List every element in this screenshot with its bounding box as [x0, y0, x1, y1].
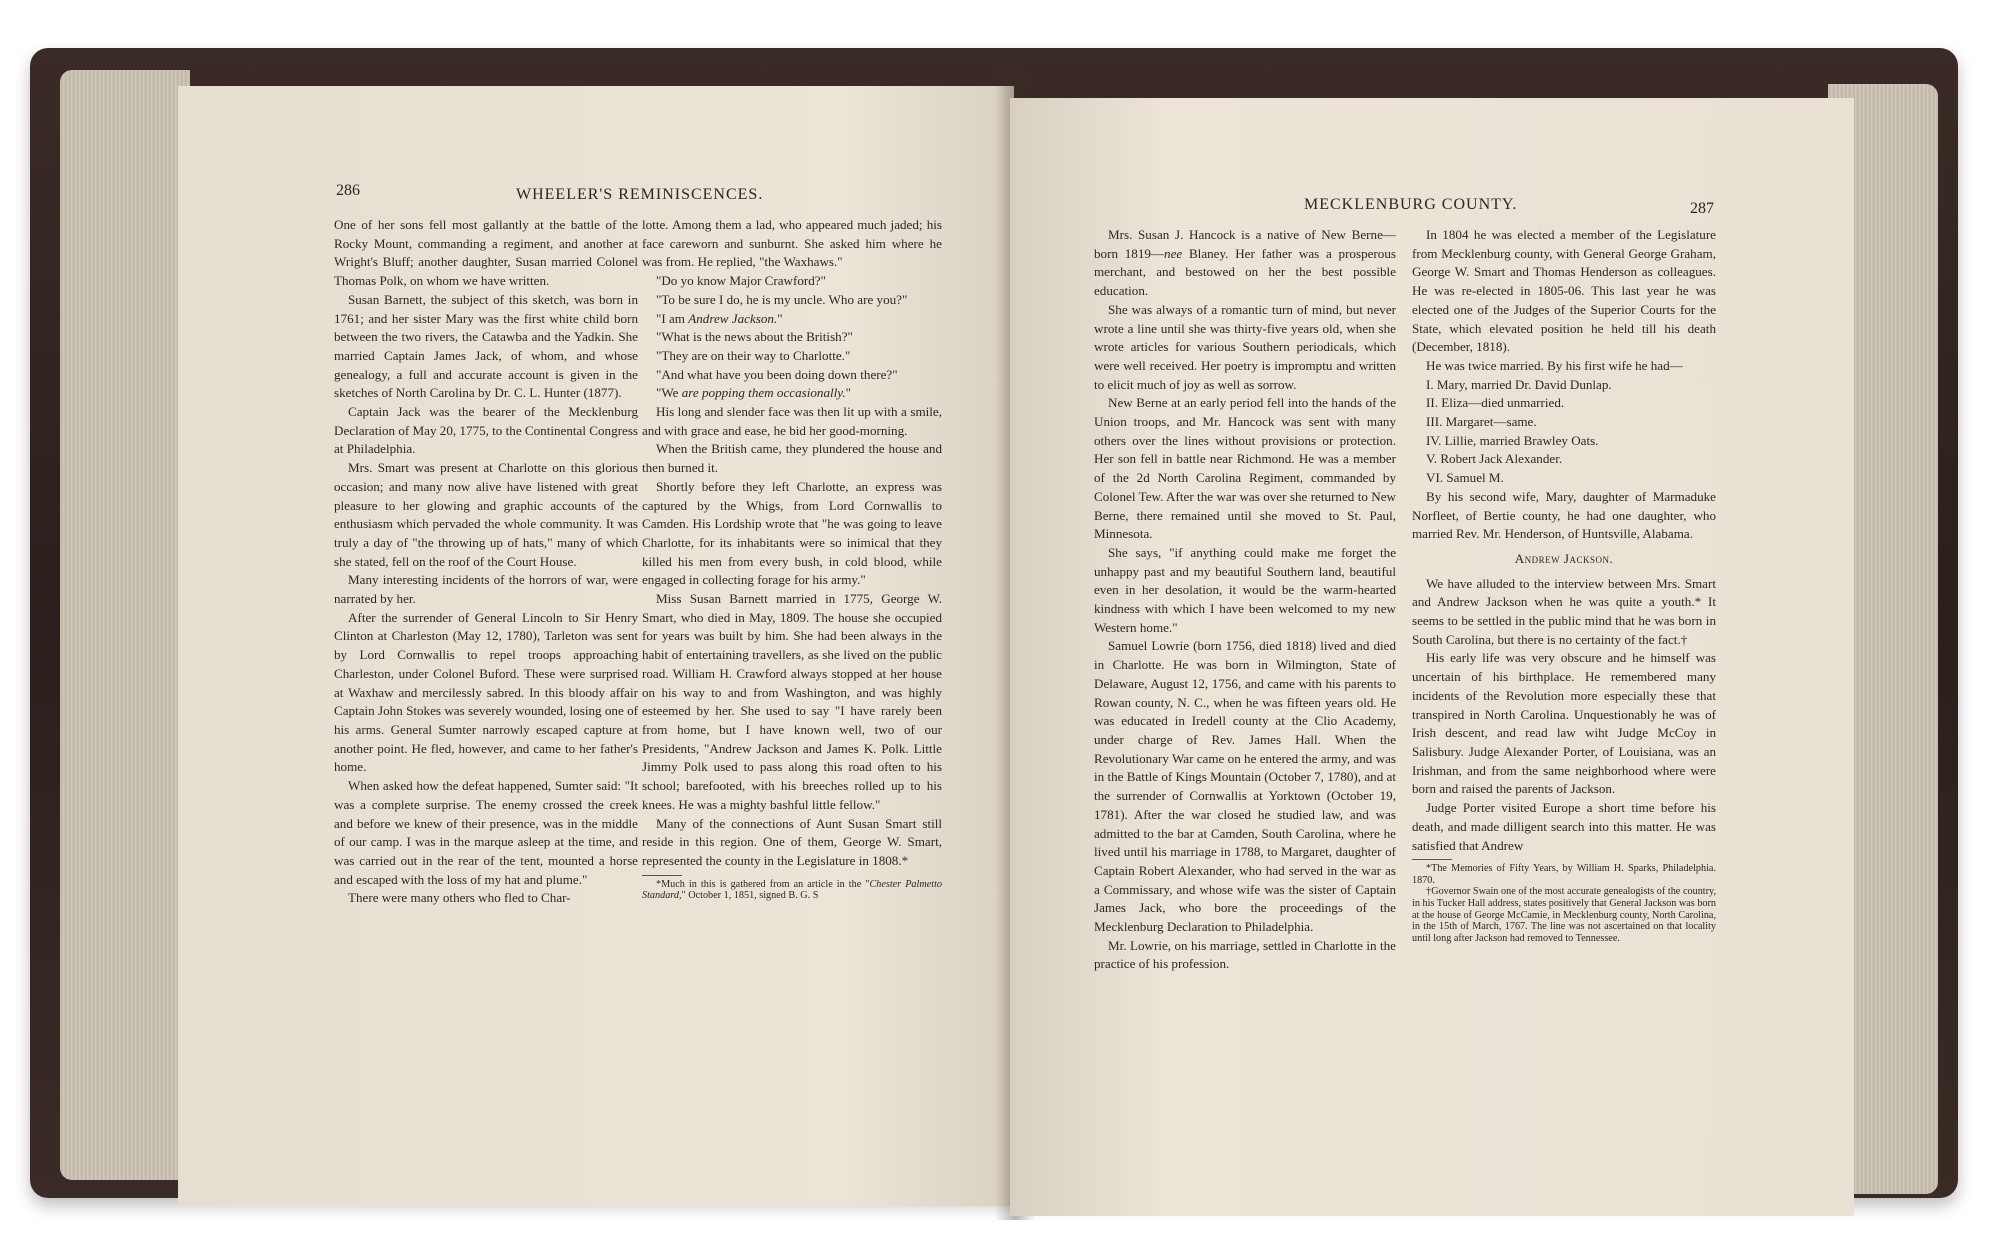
list-item: IV. Lillie, married Brawley Oats.	[1426, 432, 1599, 448]
list-item: II. Eliza—died unmarried.	[1426, 395, 1565, 411]
right-running-head: MECKLENBURG COUNTY.	[1304, 196, 1518, 213]
paragraph: After the surrender of General Lincoln to Sir Henry Clinton at Charleston (May 12, 1780), Tarleton was sent by Lord Cornwallis to repel troops approaching Charleston, under Colonel Buford. These were surprised at Waxhaw and mercilessly sabred. In this bloody affair Captain John Stokes was severely wounded, losing one of his arms. General Sumter narrowly escaped capture at another point. He fled, however, and came to her father's home.	[334, 609, 638, 775]
footnote-rule	[642, 875, 682, 876]
paragraph: By his second wife, Mary, daughter of Marmaduke Norfleet, of Bertie county, he had one daughter, who married Rev. Mr. Henderson, of Huntsville, Alabama.	[1412, 488, 1716, 542]
left-running-head: WHEELER'S REMINISCENCES.	[516, 186, 764, 203]
section-heading: Andrew Jackson.	[1514, 550, 1614, 566]
right-column-2	[1412, 226, 1716, 944]
right-page-number: 287	[1690, 200, 1714, 217]
paragraph: Mr. Lowrie, on his marriage, settled in Charlotte in the practice of his profession.	[1094, 937, 1396, 972]
italic-phrase: are popping them occasionally.	[681, 385, 846, 401]
list-item: I. Mary, married Dr. David Dunlap.	[1426, 376, 1612, 392]
dialogue-line: "And what have you been doing down there?"	[656, 366, 898, 382]
paragraph: His early life was very obscure and he himself was uncertain of his birthplace. He remembered many incidents of the Revolution more especially these that transpired in North Carolina. Unquestionably he was of Irish descent, and read law wiht Judge McCoy in Salisbury. Judge Alexander Porter, of Louisiana, was an Irishman, and from the same neighborhood where were born and raised the parents of Jackson.	[1412, 650, 1716, 797]
dialogue-line: "I am Andrew Jackson."	[656, 310, 783, 326]
footnote: †Governor Swain one of the most accurate genealogists of the country, in his Tucker Hall address, states positively that General Jackson was born at the house of George McCamie, in Mecklenburg county, North Carolina, in the 15th of March, 1767. The line was not ascertained on that locality until long after Jackson had removed to Tennessee.	[1412, 886, 1716, 944]
page-edges-left	[60, 70, 190, 1180]
dialogue-line: "What is the news about the British?"	[656, 329, 853, 345]
right-column-1	[1094, 226, 1396, 974]
paragraph: She says, "if anything could make me forget the unhappy past and my beautiful Southern land, beautiful even in her desolation, it would be the warm-hearted kindness with which I have been welcomed to my new Western home."	[1094, 544, 1396, 635]
paragraph: He was twice married. By his first wife he had—	[1426, 357, 1683, 373]
paragraph: His long and slender face was then lit up with a smile, and with grace and ease, he bid her good-morning.	[642, 404, 942, 438]
paragraph: Samuel Lowrie (born 1756, died 1818) lived and died in Charlotte. He was born in Wilmington, State of Delaware, August 12, 1756, and came with his parents to Rowan county, N. C., when he was fifteen years old. He was educated in Iredell county at the Clio Academy, under charge of Rev. James Hall. When the Revolutionary War came on he entered the army, and was in the Battle of Kings Mountain (October 7, 1780), and at the surrender of Cornwallis at Yorktown (October 19, 1781). After the war closed he studied law, and was admitted to the bar at Camden, South Carolina, where he lived until his marriage in 1788, to Margaret, daughter of Captain Robert Alexander, who had served in the war as a Commissary, and whose wife was the sister of Captain James Jack, who bore the proceedings of the Mecklenburg Declaration to Philadelphia.	[1094, 638, 1396, 935]
paragraph: Mrs. Susan J. Hancock is a native of New Berne—born 1819—nee Blaney. Her father was a prosperous merchant, and bestowed on her the best possible education.	[1094, 227, 1396, 299]
italic-name: Andrew Jackson.	[688, 310, 778, 326]
list-item: VI. Samuel M.	[1426, 470, 1504, 486]
paragraph: When asked how the defeat happened, Sumter said: "It was a complete surprise. The enemy crossed the creek and before we knew of their presence, was in the middle of our camp. I was in the marque asleep at the time, and was carried out in the rear of the tent, mounted a horse and escaped with the loss of my hat and plume."	[334, 778, 638, 887]
paragraph: Captain Jack was the bearer of the Mecklenburg Declaration of May 20, 1775, to the Continental Congress at Philadelphia.	[334, 404, 639, 457]
paragraph: Many of the connections of Aunt Susan Smart still reside in this region. One of them, George W. Smart, represented the county in the Legislature in 1808.*	[642, 815, 942, 868]
list-item: III. Margaret—same.	[1426, 414, 1537, 430]
footnote: *The Memories of Fifty Years, by William H. Sparks, Philadelphia. 1870.	[1412, 863, 1716, 886]
paragraph: Shortly before they left Charlotte, an express was captured by the Whigs, from Lord Cornwallis to Camden. His Lordship wrote that "he was going to leave Charlotte, for its inhabitants were so inimical that they killed his men from every bush, in cold blood, while engaged in collecting forage for his army."	[642, 478, 942, 588]
paragraph: Judge Porter visited Europe a short time before his death, and made dilligent search into this matter. He was satisfied that Andrew	[1412, 800, 1716, 853]
paragraph: One of her sons fell most gallantly at the battle of the Rocky Mount, commanding a regiment, and another at Wright's Bluff; another daughter, Susan married Colonel Thomas Polk, on whom we have written.	[334, 217, 638, 289]
paragraph: In 1804 he was elected a member of the Legislature from Mecklenburg county, with General George Graham, George W. Smart and Thomas Henderson as colleagues. He was re-elected in 1805-06. This last year he was elected one of the Judges of the Superior Courts for the State, which elevated position he held till his death (December, 1818).	[1412, 227, 1716, 355]
left-page	[178, 86, 1014, 1206]
right-page	[1010, 98, 1854, 1216]
paragraph: She was always of a romantic turn of mind, but never wrote a line until she was thirty-five years old, when she wrote articles for various Southern periodicals, which were well received. Her poetry is impromptu and written to elicit much of joy as well as sorrow.	[1094, 301, 1396, 392]
paragraph: New Berne at an early period fell into the hands of the Union troops, and Mr. Hancock was sent with many others over the lines without provisions or protection. Her son fell in battle near Richmond. He was a member of the 2d North Carolina Regiment, commanded by Colonel Tew. After the war was over she returned to New Berne, there remained until she moved to St. Paul, Minnesota.	[1094, 395, 1396, 542]
footnote-rule	[1412, 859, 1452, 860]
paragraph: Miss Susan Barnett married in 1775, George W. Smart, who died in May, 1809. The house she occupied for years was built by him. She had been always in the habit of entertaining travellers, as she lived on the public road. William H. Crawford always stopped at her house on his way to and from Washington, and was highly esteemed by her. She used to say "I have rarely been from home, but I have known well, two of our Presidents, "Andrew Jackson and James K. Polk. Little Jimmy Polk used to pass along this road often to his school; barefooted, with his breeches rolled up to his knees. He was a mighty bashful little fellow."	[642, 591, 942, 812]
dialogue-line: "Do yo know Major Crawford?"	[656, 273, 826, 289]
dialogue-line: "To be sure I do, he is my uncle. Who are you?"	[656, 291, 908, 307]
paragraph: Many interesting incidents of the horrors of war, were narrated by her.	[334, 572, 638, 607]
paragraph: When the British came, they plundered the house and then burned it.	[642, 441, 942, 476]
paragraph: Mrs. Smart was present at Charlotte on this glorious occasion; and many now alive have listened with great pleasure to her glowing and graphic accounts of the enthusiasm which pervaded the whole community. It was truly a day of "the throwing up of hats," many of which she stated, fell on the roof of the Court House.	[334, 460, 638, 569]
dialogue-line: "We are popping them occasionally."	[656, 385, 851, 401]
paragraph: There were many others who fled to Char-	[348, 890, 571, 906]
left-column-2	[642, 216, 942, 902]
footnote: *Much in this is gathered from an article in the "Chester Palmetto Standard," October 1, 1851, signed B. G. S	[642, 878, 942, 902]
paragraph: We have alluded to the interview between Mrs. Smart and Andrew Jackson when he was quite a youth.* It seems to be settled in the public mind that he was born in South Carolina, but there is no certainty of the fact.†	[1412, 575, 1716, 647]
left-column-1	[334, 216, 638, 908]
dialogue-line: "They are on their way to Charlotte."	[656, 347, 851, 363]
paragraph: lotte. Among them a lad, who appeared much jaded; his face careworn and sunburnt. She asked him where he was from. He replied, "the Waxhaws."	[642, 217, 942, 270]
paragraph: Susan Barnett, the subject of this sketch, was born in 1761; and her sister Mary was the first white child born between the two rivers, the Catawba and the Yadkin. She married Captain James Jack, of whom, and whose genealogy, a full and accurate account is given in the sketches of North Carolina by Dr. C. L. Hunter (1877).	[334, 291, 638, 401]
left-page-number: 286	[336, 182, 360, 199]
list-item: V. Robert Jack Alexander.	[1426, 451, 1563, 467]
